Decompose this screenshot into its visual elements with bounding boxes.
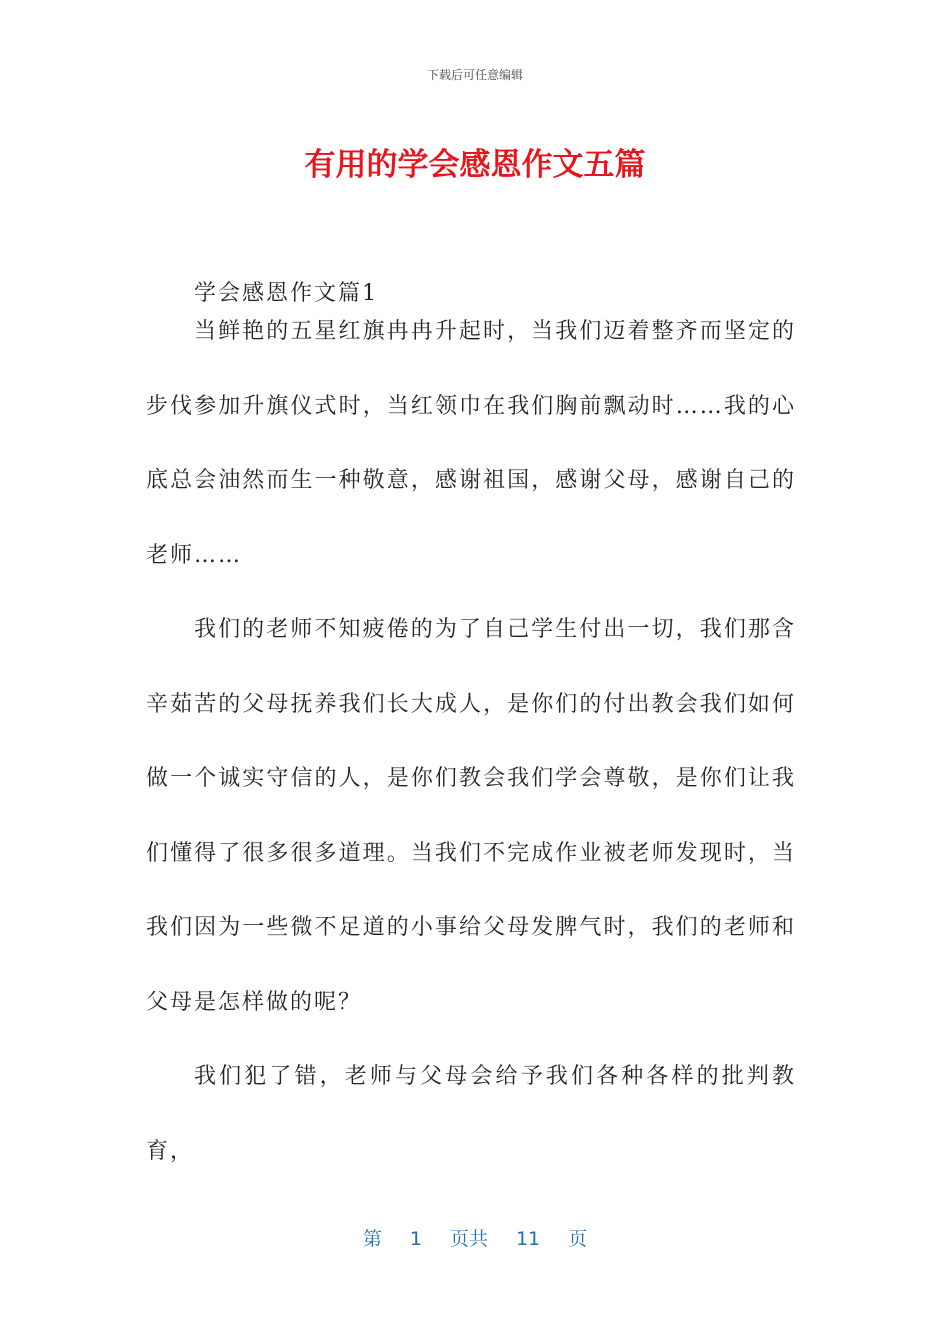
paragraph-1: 当鲜艳的五星红旗冉冉升起时，当我们迈着整齐而坚定的步伐参加升旗仪式时，当红领巾在我们胸前飘动时……我的心底总会油然而生一种敬意，感谢祖国，感谢父母，感谢自己的老师…… (146, 319, 796, 568)
paragraph-3: 我们犯了错，老师与父母会给予我们各种各样的批判教育， (146, 1064, 796, 1164)
footer-middle: 页共 (449, 1228, 488, 1250)
page-footer (0, 1225, 950, 1253)
footer-current-page: 1 (409, 1228, 422, 1250)
paragraph-2: 我们的老师不知疲倦的为了自己学生付出一切，我们那含辛茹苦的父母抚养我们长大成人，是你们的付出教会我们如何做一个诚实守信的人，是你们教会我们学会尊敬，是你们让我们懂得了很多很多道理。当我们不完成作业被老师发现时，当我们因为一些微不足道的小事给父母发脾气时，我们的老师和父母是怎样做的呢？ (146, 617, 796, 1015)
footer-prefix: 第 (362, 1228, 382, 1250)
document-body (146, 295, 796, 1189)
footer-suffix: 页 (568, 1228, 588, 1250)
footer-total-pages: 11 (515, 1228, 541, 1250)
section-heading: 学会感恩作文篇1 (194, 281, 378, 306)
document-title: 有用的学会感恩作文五篇 (304, 147, 646, 183)
page-header: 下载后可任意编辑 (426, 68, 523, 82)
